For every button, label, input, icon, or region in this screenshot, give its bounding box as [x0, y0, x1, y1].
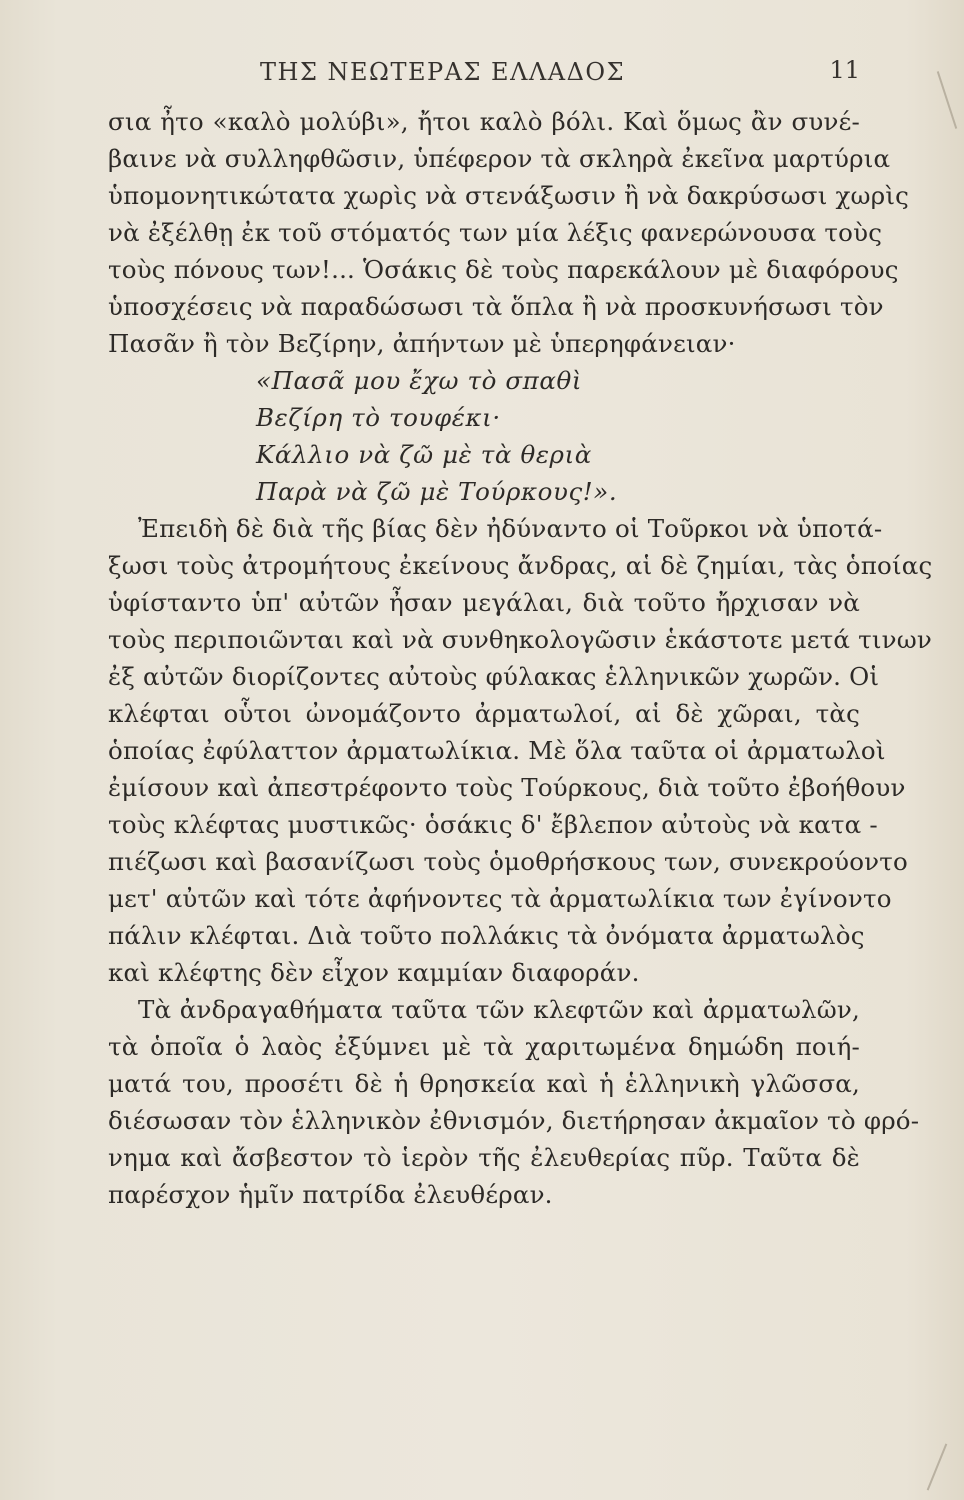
text-line: ὑφίσταντο ὑπ' αὐτῶν ἦσαν μεγάλαι, διὰ τοῦτο ἤρχισαν νὰ	[108, 588, 860, 617]
text-line: ἐμίσουν καὶ ἀπεστρέφοντο τοὺς Τούρκους, διὰ τοῦτο ἐβοήθουν	[108, 773, 906, 802]
text-line: νὰ ἐξέλθῃ ἐκ τοῦ στόματός των μία λέξις φανερώνουσα τοὺς	[108, 218, 883, 247]
verse-line: «Πασᾶ μου ἔχω τὸ σπαθὶ	[256, 366, 583, 395]
text-line: ματά του, προσέτι δὲ ἡ θρησκεία καὶ ἡ ἑλληνικὴ γλῶσσα,	[108, 1069, 860, 1098]
text-line: ἐξ αὐτῶν διορίζοντες αὐτοὺς φύλακας ἑλληνικῶν χωρῶν. Οἱ	[108, 662, 880, 691]
text-line: νημα καὶ ἄσβεστον τὸ ἱερὸν τῆς ἐλευθερίας πῦρ. Ταῦτα δὲ	[108, 1143, 860, 1172]
page-edge-mark-bottom	[927, 1443, 948, 1490]
text-line: τοὺς περιποιῶνται καὶ νὰ συνθηκολογῶσιν ἑκάστοτε μετά τινων	[108, 625, 933, 654]
text-line: τοὺς πόνους των!... Ὁσάκις δὲ τοὺς παρεκάλουν μὲ διαφόρους	[108, 255, 899, 284]
text-line: ξωσι τοὺς ἀτρομήτους ἐκείνους ἄνδρας, αἱ δὲ ζημίαι, τὰς ὁποίας	[108, 551, 933, 580]
body-text	[108, 103, 933, 1213]
text-line: σια ἦτο «καλὸ μολύβι», ἤτοι καλὸ βόλι. Καὶ ὅμως ἂν συνέ-	[108, 107, 860, 136]
verse-quote	[108, 362, 860, 510]
verse-line: Βεζίρη τὸ τουφέκι·	[256, 403, 501, 432]
paragraph-continued	[108, 510, 933, 991]
text-line: μετ' αὐτῶν καὶ τότε ἀφήνοντες τὰ ἀρματωλίκια των ἐγίνοντο	[108, 884, 892, 913]
text-line: πιέζωσι καὶ βασανίζωσι τοὺς ὁμοθρήσκους των, συνεκρούοντο	[108, 847, 908, 876]
text-line: κλέφται οὗτοι ὠνομάζοντο ἀρματωλοί, αἱ δὲ χῶραι, τὰς	[108, 699, 860, 728]
verse-line: Κάλλιο νὰ ζῶ μὲ τὰ θεριὰ	[256, 440, 592, 469]
verse-line: Παρὰ νὰ ζῶ μὲ Τούρκους!».	[256, 477, 618, 506]
page-header	[260, 58, 860, 94]
page-edge-mark-top	[937, 71, 957, 129]
paragraph-1	[108, 103, 910, 362]
text-line: ὑποσχέσεις νὰ παραδώσωσι τὰ ὅπλα ἢ νὰ προσκυνήσωσι τὸν	[108, 292, 884, 321]
text-line: πάλιν κλέφται. Διὰ τοῦτο πολλάκις τὰ ὀνόματα ἀρματωλὸς	[108, 921, 865, 950]
page-number: 11	[829, 56, 860, 84]
text-line: ὑπομονητικώτατα χωρὶς νὰ στενάξωσιν ἢ νὰ δακρύσωσι χωρὶς	[108, 181, 910, 210]
text-line: καὶ κλέφτης δὲν εἶχον καμμίαν διαφοράν.	[108, 958, 640, 987]
text-line: βαινε νὰ συλληφθῶσιν, ὑπέφερον τὰ σκληρὰ ἐκεῖνα μαρτύρια	[108, 144, 891, 173]
paragraph-2	[108, 991, 920, 1213]
running-title: ΤΗΣ ΝΕΩΤΕΡΑΣ ΕΛΛΑΔΟΣ	[260, 58, 626, 86]
text-line: Ἐπειδὴ δὲ διὰ τῆς βίας δὲν ἠδύναντο οἱ Τοῦρκοι νὰ ὑποτά-	[138, 514, 883, 543]
text-line: παρέσχον ἡμῖν πατρίδα ἐλευθέραν.	[108, 1180, 553, 1209]
text-line: Τὰ ἀνδραγαθήματα ταῦτα τῶν κλεφτῶν καὶ ἀρματωλῶν,	[138, 995, 860, 1024]
text-line: Πασᾶν ἢ τὸν Βεζίρην, ἀπήντων μὲ ὑπερηφάνειαν·	[108, 329, 736, 358]
text-line: διέσωσαν τὸν ἑλληνικὸν ἐθνισμόν, διετήρησαν ἀκμαῖον τὸ φρό-	[108, 1106, 920, 1135]
text-line: τὰ ὁποῖα ὁ λαὸς ἐξύμνει μὲ τὰ χαριτωμένα δημώδη ποιή-	[108, 1032, 860, 1061]
text-line: τοὺς κλέφτας μυστικῶς· ὁσάκις δ' ἔβλεπον αὐτοὺς νὰ κατα -	[108, 810, 878, 839]
text-line: ὁποίας ἐφύλαττον ἀρματωλίκια. Μὲ ὅλα ταῦτα οἱ ἀρματωλοὶ	[108, 736, 886, 765]
